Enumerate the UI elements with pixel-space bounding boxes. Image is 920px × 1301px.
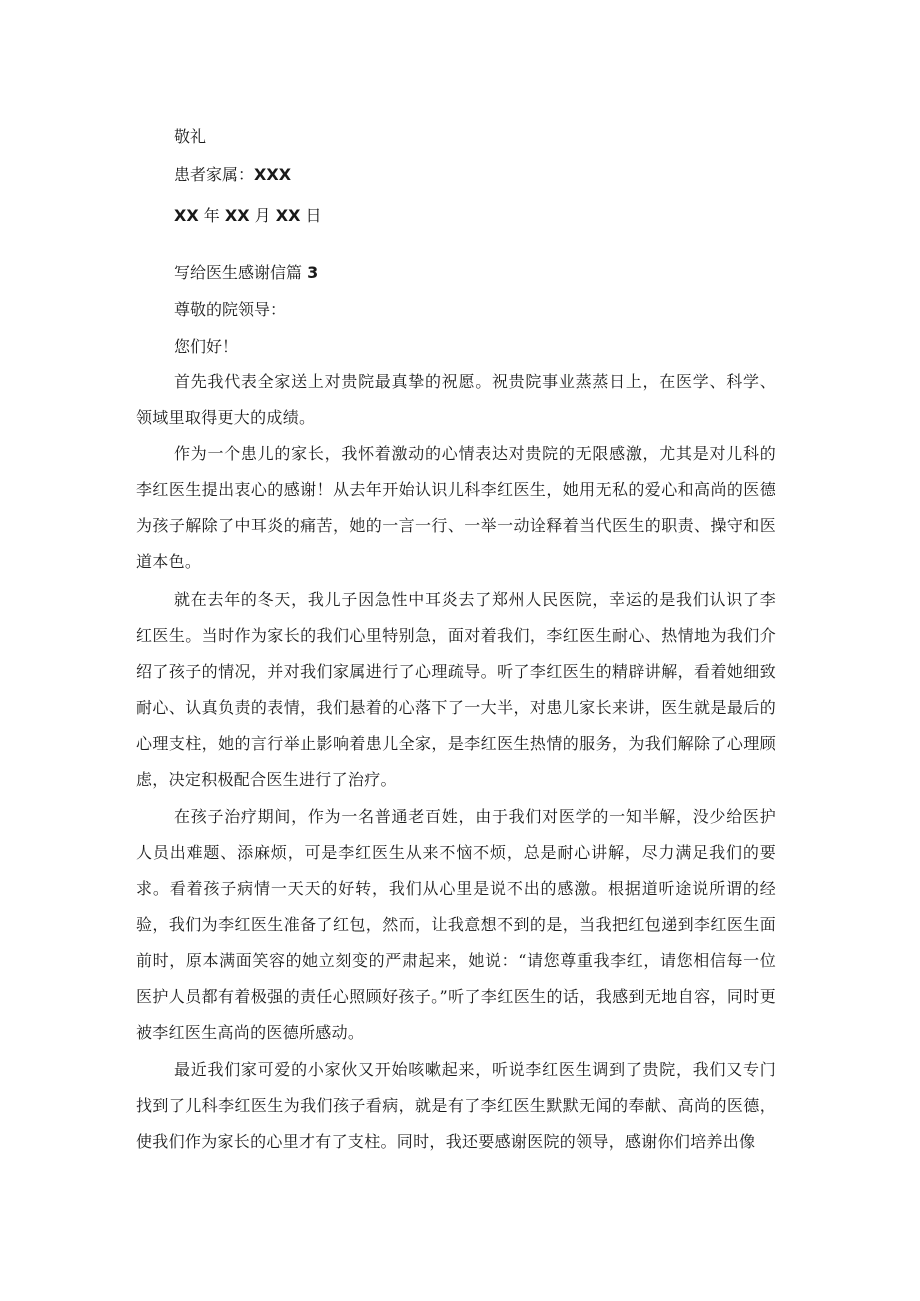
letter-greeting: 您们好！ <box>174 337 239 356</box>
date-day: XX <box>275 206 301 225</box>
section-title <box>174 263 318 283</box>
date-year: XX <box>174 206 199 225</box>
paragraph-5: 最近我们家可爱的小家伙又开始咳嗽起来，听说李红医生调到了贵院，我们又专门找到了儿科李红医生为我们孩子看病，就是有了李红医生默默无闻的奉献、高尚的医德，使我们作为家长的心里才有了支柱。同时，我还要感谢医院的领导，感谢你们培养出像 <box>136 1060 776 1151</box>
signer-label: 患者家属： <box>174 165 255 184</box>
paragraph-1: 首先我代表全家送上对贵院最真挚的祝愿。祝贵院事业蒸蒸日上，在医学、科学、领域里取得更大的成绩。 <box>136 372 776 427</box>
date-month: XX <box>224 206 250 225</box>
signer-name: XXX <box>254 165 292 184</box>
paragraph-3: 就在去年的冬天，我儿子因急性中耳炎去了郑州人民医院，幸运的是我们认识了李红医生。当时作为家长的我们心里特别急，面对着我们，李红医生耐心、热情地为我们介绍了孩子的情况，并对我们家属进行了心理疏导。听了李红医生的精辟讲解，看着她细致耐心、认真负责的表情，我们悬着的心落下了一大半，对患儿家长来讲，医生就是最后的心理支柱，她的言行举止影响着患儿全家，是李红医生热情的服务，为我们解除了心理顾虑，决定积极配合医生进行了治疗。 <box>136 590 776 789</box>
paragraph-2: 作为一个患儿的家长，我怀着激动的心情表达对贵院的无限感激，尤其是对儿科的李红医生提出衷心的感谢！从去年开始认识儿科李红医生，她用无私的爱心和高尚的医德为孩子解除了中耳炎的痛苦，她的一言一行、一举一动诠释着当代医生的职责、操守和医道本色。 <box>136 444 776 571</box>
date-year-unit: 年 <box>203 206 220 225</box>
section-title-text: 写给医生感谢信篇 <box>174 263 303 282</box>
date-month-unit: 月 <box>254 206 271 225</box>
date-day-unit: 日 <box>305 206 322 225</box>
section-number: 3 <box>307 263 319 282</box>
signer-line <box>174 165 291 185</box>
closing-salute: 敬礼 <box>174 127 207 146</box>
signature-date <box>174 206 322 226</box>
letter-salutation: 尊敬的院领导： <box>174 300 287 319</box>
paragraph-4: 在孩子治疗期间，作为一名普通老百姓，由于我们对医学的一知半解，没少给医护人员出难题、添麻烦，可是李红医生从来不恼不烦，总是耐心讲解，尽力满足我们的要求。看着孩子病情一天天的好转，我们从心里是说不出的感激。根据道听途说所谓的经验，我们为李红医生准备了红包，然而，让我意想不到的是，当我把红包递到李红医生面前时，原本满面笑容的她立刻变的严肃起来，她说：“请您尊重我李红，请您相信每一位医护人员都有着极强的责任心照顾好孩子。”听了李红医生的话，我感到无地自容，同时更被李红医生高尚的医德所感动。 <box>136 807 776 1042</box>
